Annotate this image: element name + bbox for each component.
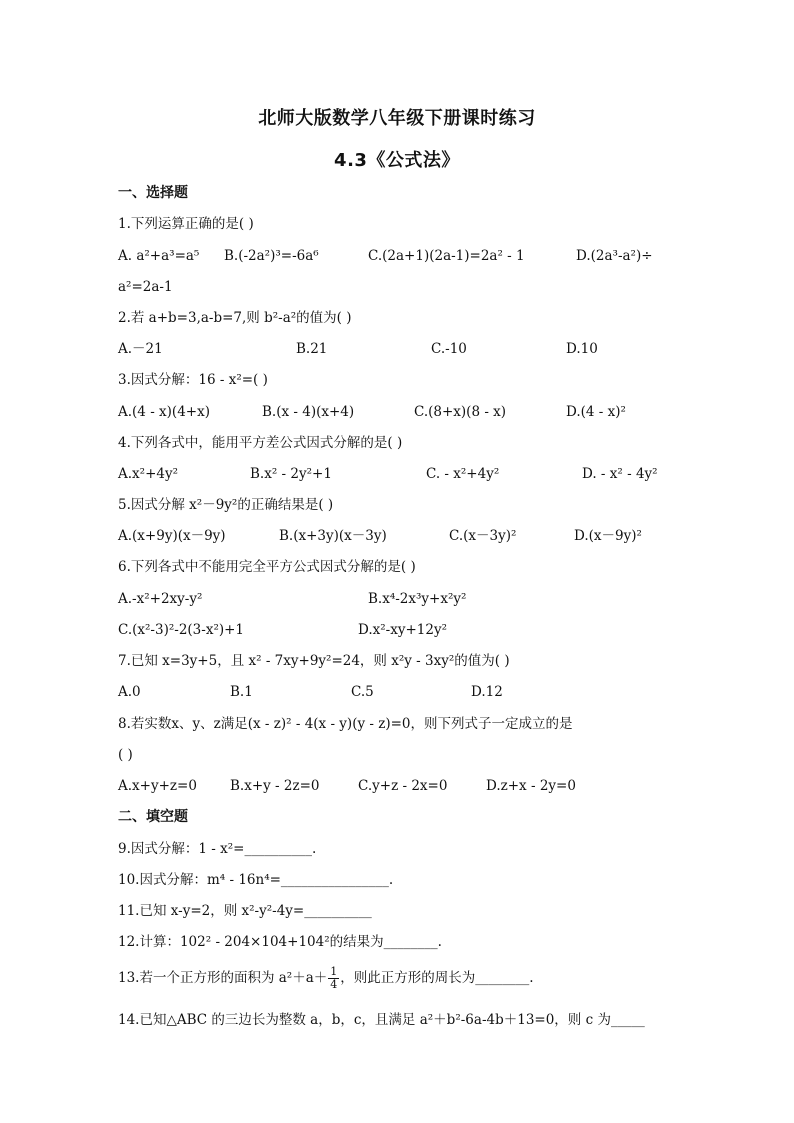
section-choice-heading: 一、选择题 xyxy=(118,185,188,201)
question-10: 10.因式分解：m⁴ - 16n⁴=________________. xyxy=(118,872,394,888)
question-12: 12.计算：102² - 204×104+104²的结果为________. xyxy=(118,934,442,950)
question-6-option-b: B.x⁴-2x³y+x²y² xyxy=(368,591,467,607)
question-4-stem: 4.下列各式中，能用平方差公式因式分解的是( ) xyxy=(118,435,403,451)
question-5-option-b: B.(x+3y)(x－3y) xyxy=(279,528,387,544)
question-4-option-d: D. - x² - 4y² xyxy=(582,466,658,482)
question-2-option-a: A.－21 xyxy=(118,341,163,357)
page-subtitle: 4.3《公式法》 xyxy=(334,150,460,171)
section-fill-heading: 二、填空题 xyxy=(118,809,188,825)
question-5-option-d: D.(x－9y)² xyxy=(574,528,642,544)
question-2-option-d: D.10 xyxy=(566,341,598,357)
fraction-numerator: 1 xyxy=(330,965,338,978)
question-3-option-c: C.(8+x)(8 - x) xyxy=(414,404,507,420)
question-8-option-b: B.x+y - 2z=0 xyxy=(230,778,320,794)
question-2-stem: 2.若 a+b=3,a-b=7,则 b²-a²的值为( ) xyxy=(118,310,352,326)
question-11: 11.已知 x-y=2，则 x²-y²-4y=__________ xyxy=(118,903,372,919)
question-6-stem: 6.下列各式中不能用完全平方公式因式分解的是( ) xyxy=(118,559,416,575)
question-13-suffix: ，则此正方形的周长为________. xyxy=(340,970,534,986)
question-3-option-b: B.(x - 4)(x+4) xyxy=(262,404,355,420)
question-3-stem: 3.因式分解：16 - x²=( ) xyxy=(118,372,268,388)
question-4-option-a: A.x²+4y² xyxy=(118,466,179,482)
question-1-option-a: A. a²+a³=a⁵ xyxy=(118,248,200,264)
question-6-option-a: A.-x²+2xy-y² xyxy=(118,591,203,607)
question-7-stem: 7.已知 x=3y+5，且 x² - 7xy+9y²=24，则 x²y - 3xy²的值为( ) xyxy=(118,653,510,669)
question-7-option-d: D.12 xyxy=(471,684,503,700)
question-13-prefix: 13.若一个正方形的面积为 a²＋a＋ xyxy=(118,970,328,986)
question-4-option-b: B.x² - 2y²+1 xyxy=(250,466,332,482)
question-6-option-d: D.x²-xy+12y² xyxy=(358,622,447,638)
question-8-option-a: A.x+y+z=0 xyxy=(118,778,197,794)
question-6-option-c: C.(x²-3)²-2(3-x²)+1 xyxy=(118,622,245,638)
question-8-stem: 8.若实数x、y、z满足(x - z)² - 4(x - y)(y - z)=0，则下列式子一定成立的是 xyxy=(118,716,573,732)
question-2-option-b: B.21 xyxy=(296,341,328,357)
question-1-option-d-continued: a²=2a-1 xyxy=(118,279,173,295)
question-5-option-c: C.(x－3y)² xyxy=(449,528,517,544)
question-1-option-c: C.(2a+1)(2a-1)=2a² - 1 xyxy=(368,248,525,264)
question-5-stem: 5.因式分解 x²－9y²的正确结果是( ) xyxy=(118,497,334,513)
question-1-stem: 1.下列运算正确的是( ) xyxy=(118,216,254,232)
question-7-option-b: B.1 xyxy=(230,684,253,700)
quarter-fraction xyxy=(328,966,339,991)
question-3-option-a: A.(4 - x)(4+x) xyxy=(118,404,210,420)
page-title: 北师大版数学八年级下册课时练习 xyxy=(258,108,536,129)
question-1-option-d: D.(2a³-a²)÷ xyxy=(576,248,653,264)
question-8-stem-continued: ( ) xyxy=(118,747,133,763)
question-1-option-b: B.(-2a²)³=-6a⁶ xyxy=(224,248,319,264)
question-14: 14.已知△ABC 的三边长为整数 a，b，c，且满足 a²＋b²-6a-4b＋13=0，则 c 为_____ xyxy=(118,1012,645,1028)
question-2-option-c: C.-10 xyxy=(431,341,467,357)
question-8-option-c: C.y+z - 2x=0 xyxy=(358,778,448,794)
question-3-option-d: D.(4 - x)² xyxy=(566,404,626,420)
question-9: 9.因式分解：1 - x²=__________. xyxy=(118,841,317,857)
question-8-option-d: D.z+x - 2y=0 xyxy=(486,778,576,794)
question-7-option-c: C.5 xyxy=(351,684,374,700)
question-7-option-a: A.0 xyxy=(118,684,141,700)
question-13 xyxy=(118,966,534,991)
question-4-option-c: C. - x²+4y² xyxy=(426,466,500,482)
fraction-denominator: 4 xyxy=(330,978,338,991)
question-5-option-a: A.(x+9y)(x－9y) xyxy=(118,528,226,544)
